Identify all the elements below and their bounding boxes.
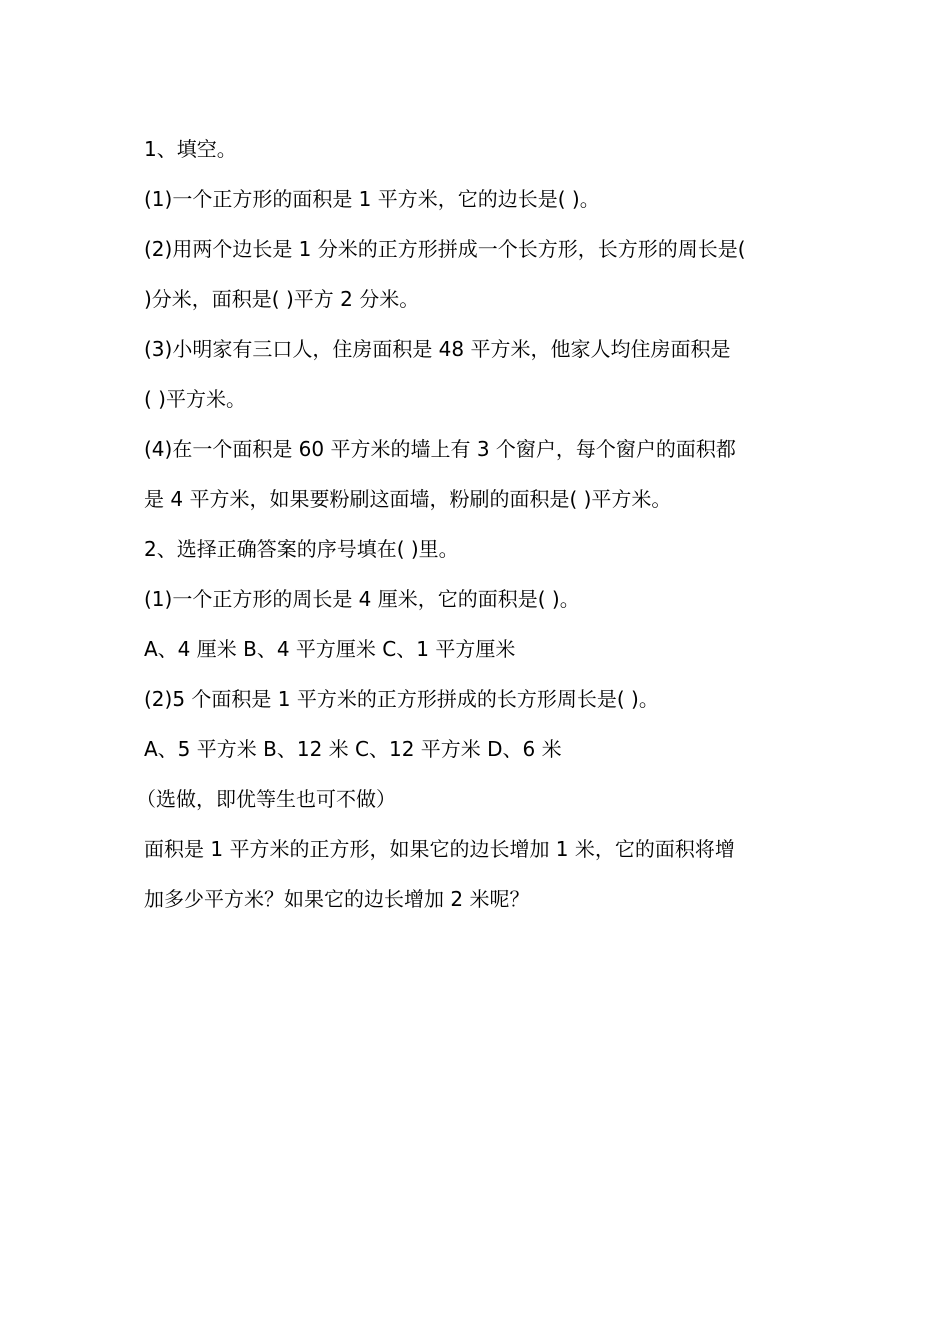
- question-2-2-options: A、5 平方米 B、12 米 C、12 平方米 D、6 米: [144, 737, 562, 761]
- question-2-1-options: A、4 厘米 B、4 平方厘米 C、1 平方厘米: [144, 637, 516, 661]
- question-1-2-line-1: (2)用两个边长是 1 分米的正方形拼成一个长方形，长方形的周长是(: [144, 237, 746, 261]
- section-2-heading: 2、选择正确答案的序号填在( )里。: [144, 537, 459, 561]
- question-2-2: (2)5 个面积是 1 平方米的正方形拼成的长方形周长是( )。: [144, 687, 659, 711]
- question-1-4-line-1: (4)在一个面积是 60 平方米的墙上有 3 个窗户，每个窗户的面积都: [144, 437, 736, 461]
- question-1-1: (1)一个正方形的面积是 1 平方米，它的边长是( )。: [144, 187, 600, 211]
- bonus-question-line-2: 加多少平方米？如果它的边长增加 2 米呢？: [144, 887, 530, 911]
- bonus-question-line-1: 面积是 1 平方米的正方形，如果它的边长增加 1 米，它的面积将增: [144, 837, 735, 861]
- question-1-2-line-2: )分米，面积是( )平方 2 分米。: [144, 287, 420, 311]
- document-body: [136, 124, 814, 924]
- question-1-3-line-2: ( )平方米。: [144, 387, 246, 411]
- optional-note: （选做，即优等生也可不做）: [136, 787, 396, 811]
- question-1-4-line-2: 是 4 平方米，如果要粉刷这面墙，粉刷的面积是( )平方米。: [144, 487, 672, 511]
- section-1-heading: 1、填空。: [144, 137, 237, 161]
- question-2-1: (1)一个正方形的周长是 4 厘米，它的面积是( )。: [144, 587, 580, 611]
- question-1-3-line-1: (3)小明家有三口人，住房面积是 48 平方米，他家人均住房面积是: [144, 337, 731, 361]
